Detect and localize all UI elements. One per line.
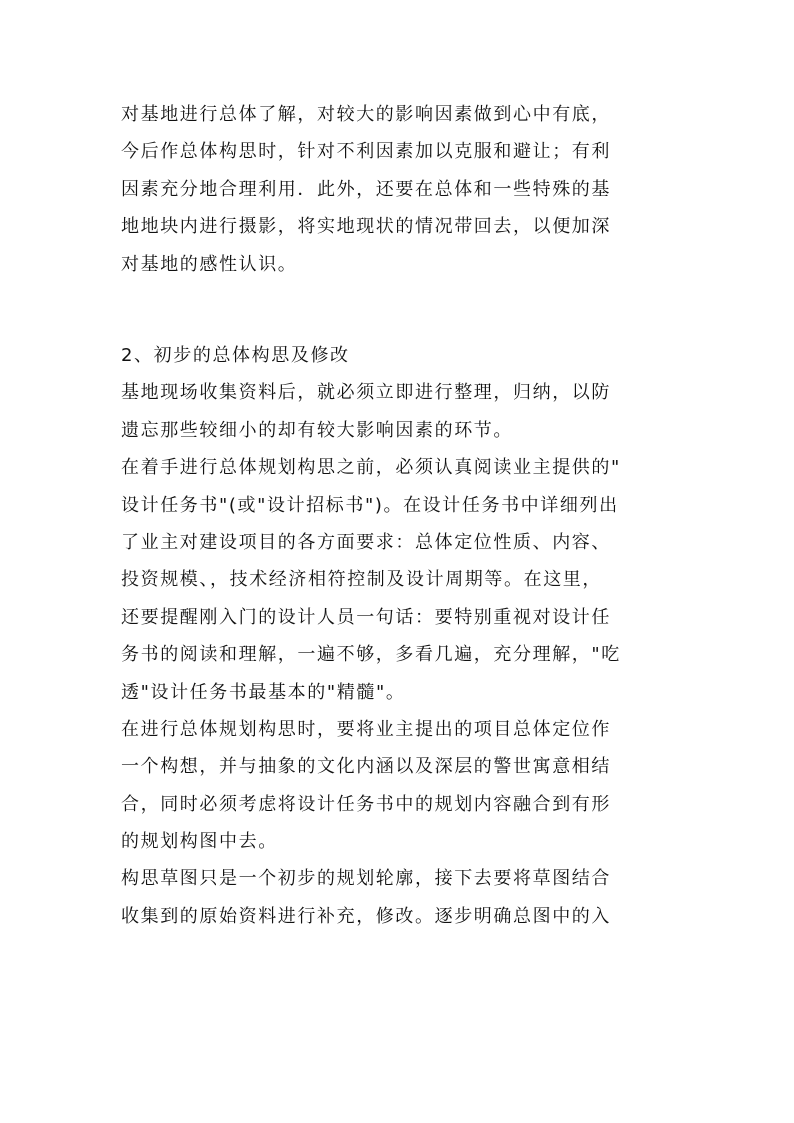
text-line: 还要提醒刚入门的设计人员一句话：要特别重视对设计任 <box>121 606 611 628</box>
text-line: 在进行总体规划构思时，要将业主提出的项目总体定位作 <box>121 718 611 740</box>
text-line: 构思草图只是一个初步的规划轮廓，接下去要将草图结合 <box>121 868 611 890</box>
text-line: 在着手进行总体规划构思之前，必须认真阅读业主提供的" <box>121 457 621 479</box>
text-line: 地地块内进行摄影，将实地现状的情况带回去，以便加深 <box>121 216 611 238</box>
text-line: 基地现场收集资料后，就必须立即进行整理，归纳，以防 <box>121 382 611 404</box>
text-line: 设计任务书"(或"设计招标书")。在设计任务书中详细列出 <box>121 494 619 516</box>
text-line: 投资规模、，技术经济相符控制及设计周期等。在这里， <box>121 569 602 591</box>
text-line: 对基地的感性认识。 <box>121 253 298 275</box>
text-line: 遗忘那些较细小的却有较大影响因素的环节。 <box>121 419 513 441</box>
text-line: 因素充分地合理利用．此外，还要在总体和一些特殊的基 <box>121 178 611 200</box>
text-line: 今后作总体构思时，针对不利因素加以克服和避让；有利 <box>121 141 611 163</box>
text-line: 收集到的原始资料进行补充，修改。逐步明确总图中的入 <box>121 905 611 927</box>
intro-paragraph <box>121 96 681 283</box>
text-line: 合，同时必须考虑将设计任务书中的规划内容融合到有形 <box>121 793 611 815</box>
text-line: 对基地进行总体了解，对较大的影响因素做到心中有底， <box>121 104 611 125</box>
section-heading: 2、初步的总体构思及修改 <box>121 345 350 366</box>
text-line: 一个构想，并与抽象的文化内涵以及深层的警世寓意相结 <box>121 756 611 778</box>
text-line: 透"设计任务书最基本的"精髓"。 <box>121 681 406 703</box>
text-line: 的规划构图中去。 <box>121 831 278 853</box>
text-line: 了业主对建设项目的各方面要求：总体定位性质、内容、 <box>121 531 611 553</box>
section-body <box>121 337 681 935</box>
text-line: 务书的阅读和理解，一遍不够，多看几遍，充分理解，"吃 <box>121 644 621 666</box>
